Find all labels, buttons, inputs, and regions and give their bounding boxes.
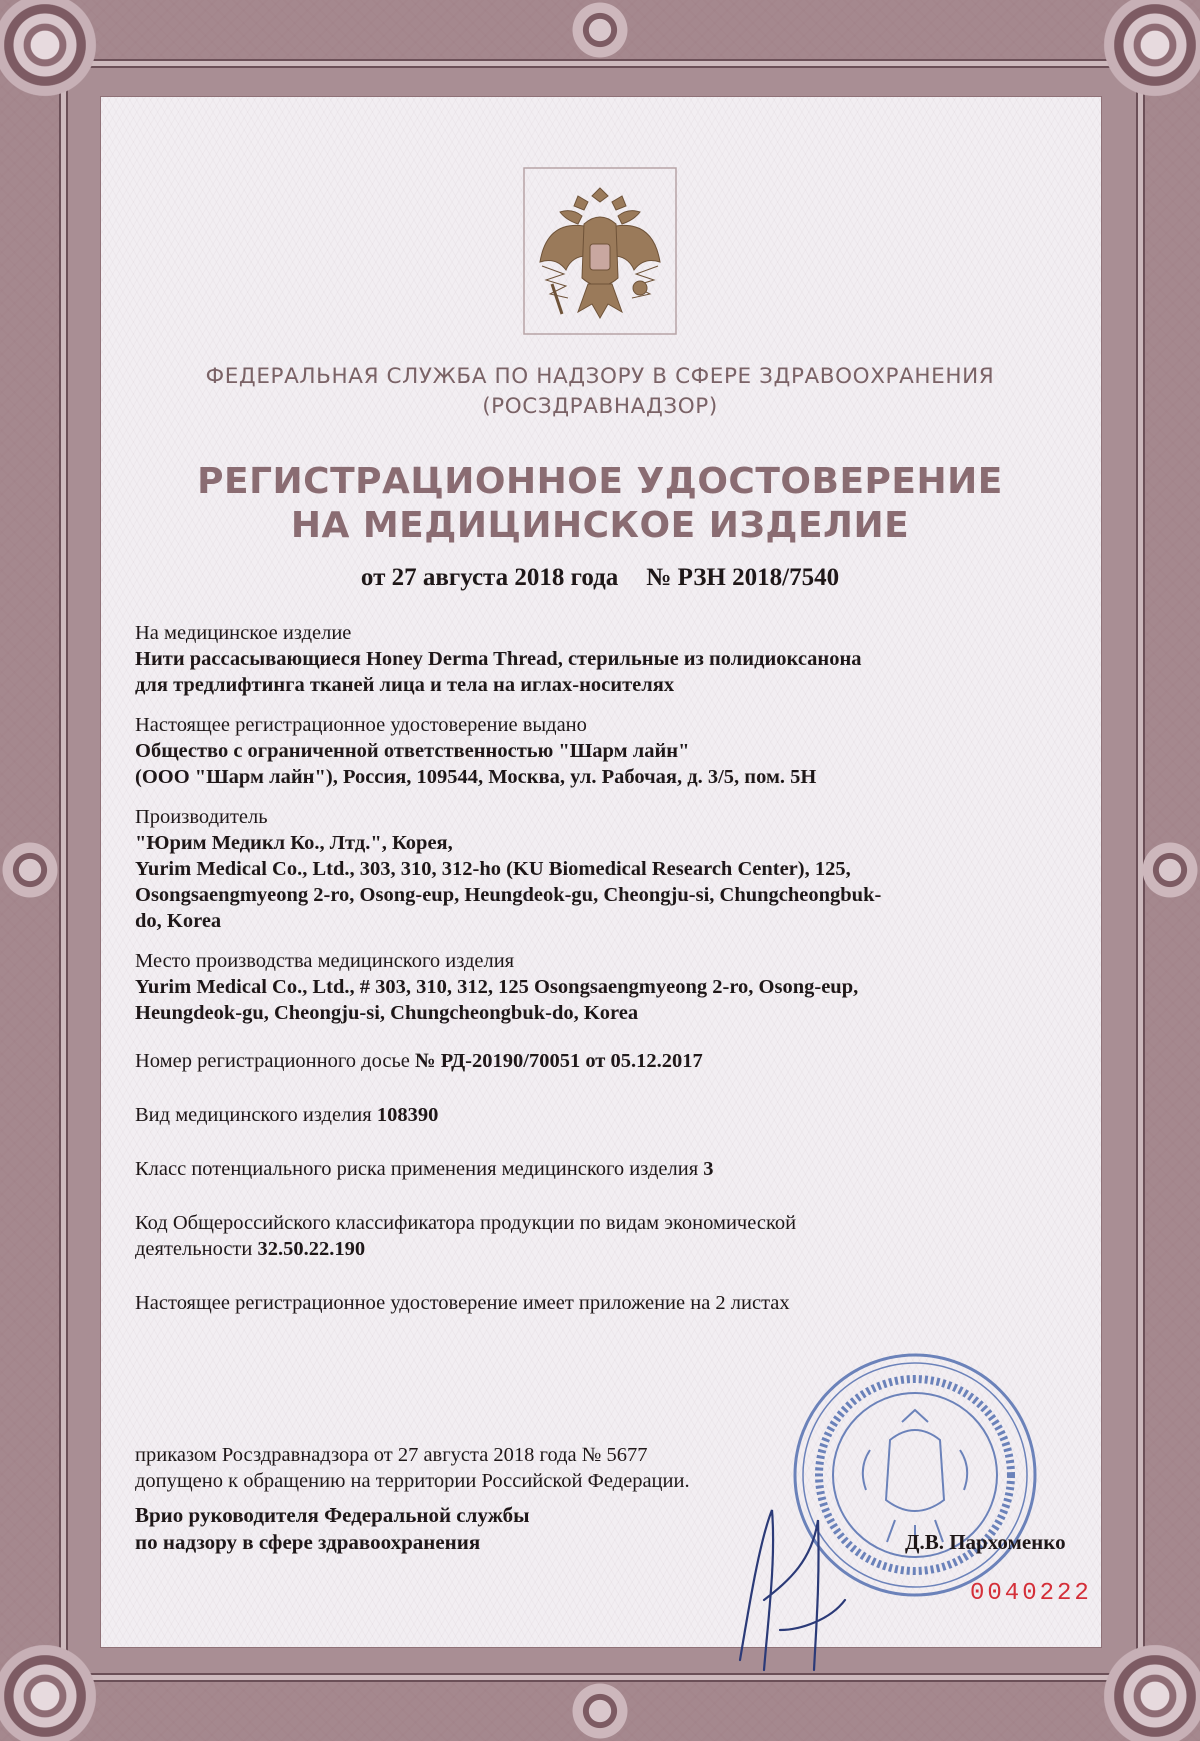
risk-class-value: 3 xyxy=(703,1158,714,1180)
dossier-label: Номер регистрационного досье xyxy=(135,1050,410,1072)
okpd-value: 32.50.22.190 xyxy=(257,1238,366,1260)
holder-line1: Общество с ограниченной ответственностью "Шарм лайн" xyxy=(135,740,690,762)
device-type-label: Вид медицинского изделия xyxy=(135,1104,372,1126)
border-rosette xyxy=(0,835,65,905)
appendix-text: Настоящее регистрационное удостоверение имеет приложение на 2 листах xyxy=(135,1292,790,1314)
manufacturer-line4: do, Korea xyxy=(135,910,222,932)
okpd-label-line1: Код Общероссийского классификатора продукции по видам экономической xyxy=(135,1212,797,1234)
holder-section xyxy=(135,712,1080,790)
signer-position xyxy=(135,1502,635,1556)
product-label: На медицинское изделие xyxy=(135,622,352,644)
device-type-value: 108390 xyxy=(376,1104,439,1126)
manufacturer-section xyxy=(135,804,1080,934)
signer-name: Д.В. Пархоменко xyxy=(905,1530,1066,1554)
manufacturer-label: Производитель xyxy=(135,806,268,828)
border-rosette xyxy=(565,1676,635,1741)
certificate-body xyxy=(135,620,1080,1330)
manufacturer-line2: Yurim Medical Co., Ltd., 303, 310, 312-ho (KU Biomedical Research Center), 125, xyxy=(135,858,851,880)
appendix-section xyxy=(135,1290,1080,1316)
document-title-line2: НА МЕДИЦИНСКОЕ ИЗДЕЛИЕ xyxy=(290,505,910,546)
risk-class-section xyxy=(135,1156,1080,1182)
document-title-line1: РЕГИСТРАЦИОННОЕ УДОСТОВЕРЕНИЕ xyxy=(197,461,1003,502)
dossier-value: № РД-20190/70051 от 05.12.2017 xyxy=(415,1050,703,1072)
certificate-dateline xyxy=(0,564,1200,592)
border-rosette xyxy=(1135,835,1200,905)
product-name-line2: для тредлифтинга тканей лица и тела на иглах-носителях xyxy=(135,674,675,696)
agency-name: ФЕДЕРАЛЬНАЯ СЛУЖБА ПО НАДЗОРУ В СФЕРЕ ЗДРАВООХРАНЕНИЯ xyxy=(205,364,995,389)
manufacturer-line3: Osongsaengmyeong 2-ro, Osong-eup, Heungdeok-gu, Cheongju-si, Chungcheongbuk- xyxy=(135,884,882,906)
production-site-label: Место производства медицинского изделия xyxy=(135,950,515,972)
product-name-line1: Нити рассасывающиеся Honey Derma Thread, стерильные из полидиоксанона xyxy=(135,648,862,670)
production-site-section xyxy=(135,948,1080,1026)
production-site-line2: Heungdeok-gu, Cheongju-si, Chungcheongbuk-do, Korea xyxy=(135,1002,639,1024)
double-headed-eagle-emblem xyxy=(522,166,678,336)
production-site-line1: Yurim Medical Co., Ltd., # 303, 310, 312, 125 Osongsaengmyeong 2-ro, Osong-eup, xyxy=(135,976,859,998)
order-line1: приказом Росздравнадзора от 27 августа 2018 года № 5677 xyxy=(135,1444,648,1466)
dossier-section xyxy=(135,1048,1080,1074)
device-type-section xyxy=(135,1102,1080,1128)
form-serial-number: 0040222 xyxy=(970,1580,1092,1607)
product-section xyxy=(135,620,1080,698)
handwritten-signature xyxy=(720,1480,860,1680)
holder-label: Настоящее регистрационное удостоверение выдано xyxy=(135,714,587,736)
issue-date: от 27 августа 2018 года xyxy=(360,564,619,591)
registration-number: № РЗН 2018/7540 xyxy=(646,564,840,591)
holder-line2: (ООО "Шарм лайн"), Россия, 109544, Москва, ул. Рабочая, д. 3/5, пом. 5Н xyxy=(135,766,817,788)
signer-title-line2: по надзору в сфере здравоохранения xyxy=(135,1530,481,1554)
okpd-label-line2: деятельности xyxy=(135,1238,253,1260)
border-rosette xyxy=(565,0,635,65)
risk-class-label: Класс потенциального риска применения медицинского изделия xyxy=(135,1158,699,1180)
order-line2: допущено к обращению на территории Российской Федерации. xyxy=(135,1470,690,1492)
okpd-section xyxy=(135,1210,1080,1262)
signer-title-line1: Врио руководителя Федеральной службы xyxy=(135,1503,530,1527)
agency-abbreviation: (РОСЗДРАВНАДЗОР) xyxy=(482,394,718,419)
manufacturer-line1: "Юрим Медикл Ко., Лтд.", Корея, xyxy=(135,832,453,854)
